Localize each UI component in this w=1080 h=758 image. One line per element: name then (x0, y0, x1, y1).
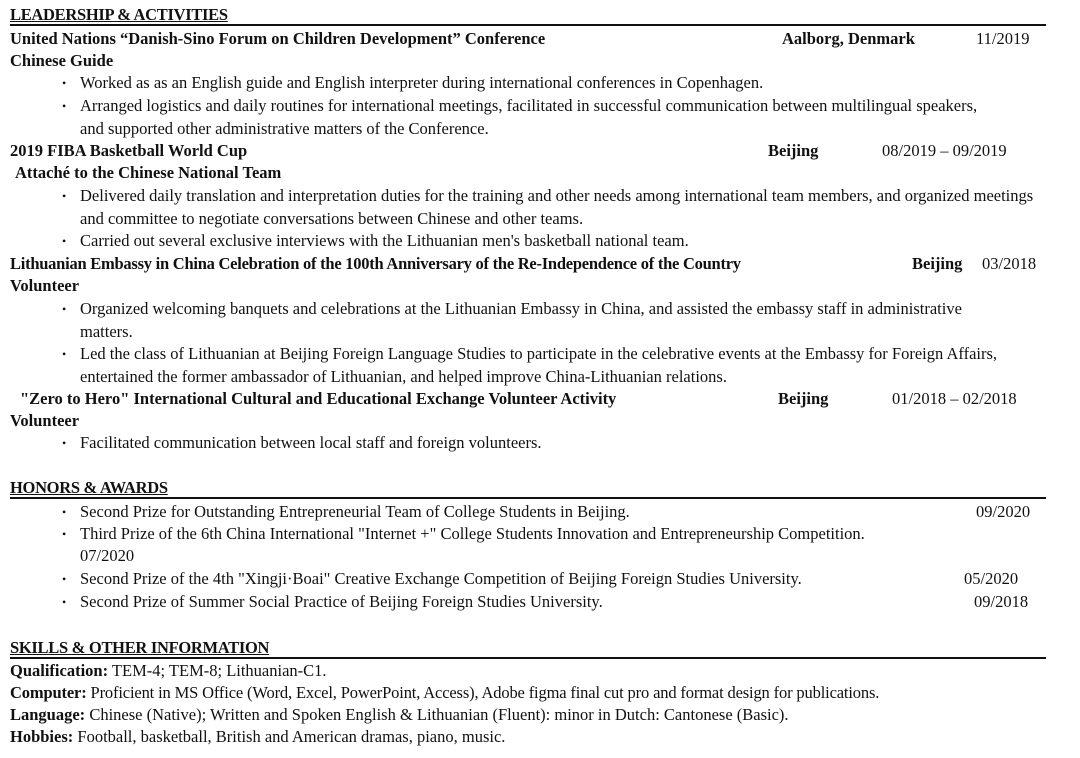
honors-section (10, 479, 1046, 619)
skills-heading: SKILLS & OTHER INFORMATION (10, 638, 270, 657)
bullet-icon: • (62, 189, 67, 203)
bullet-text: Worked as as an English guide and English interpreter during international conferences in Copenhagen. (80, 73, 764, 92)
honors-heading: HONORS & AWARDS (10, 478, 168, 497)
section-divider (10, 497, 1046, 499)
bullet-text: Organized welcoming banquets and celebrations at the Lithuanian Embassy in China, and assisted the embassy staff in administrative matters. (80, 299, 962, 341)
list-item (10, 591, 1046, 613)
bullet-icon: • (62, 595, 67, 609)
entry-org: United Nations “Danish-Sino Forum on Children Development” Conference (10, 29, 546, 48)
entry-role: Attaché to the Chinese National Team (15, 163, 282, 182)
list-item (10, 568, 1046, 590)
entry-location: Beijing (912, 254, 963, 273)
skill-label: Qualification: (10, 661, 109, 680)
entry-role: Volunteer (10, 276, 80, 295)
skill-label: Hobbies: (10, 727, 74, 746)
list-item (10, 95, 1046, 141)
bullet-text: Led the class of Lithuanian at Beijing Foreign Language Studies to participate in the celebrative events at the Embassy for Foreign Affairs, entertained the former ambassador of Lithuanian, and helped improve China-Lithuanian relations. (80, 344, 998, 386)
entry-location: Aalborg, Denmark (782, 29, 915, 48)
award-text: Second Prize for Outstanding Entrepreneurial Team of College Students in Beijing. (80, 502, 630, 521)
bullet-icon: • (62, 527, 67, 541)
bullet-icon: • (62, 436, 67, 450)
bullet-text: Facilitated communication between local staff and foreign volunteers. (80, 433, 542, 452)
entry-location: Beijing (778, 389, 829, 408)
list-item (10, 523, 1046, 569)
skills-section (10, 639, 1074, 751)
leadership-section (10, 5, 1046, 452)
entry-date: 03/2018 (982, 254, 1037, 273)
skill-row-hobbies (10, 726, 1074, 748)
entry-header (10, 28, 1046, 50)
skill-value: TEM-4; TEM-8; Lithuanian-C1. (108, 661, 327, 680)
entry-header (10, 140, 1046, 162)
entry-location: Beijing (768, 141, 819, 160)
skill-row-computer (10, 682, 1074, 704)
entry-org: 2019 FIBA Basketball World Cup (10, 141, 248, 160)
award-text: Second Prize of the 4th "Xingji·Boai" Creative Exchange Competition of Beijing Foreign Studies University. (80, 569, 802, 588)
list-item (10, 432, 1046, 454)
list-item (10, 298, 1046, 344)
skill-label: Computer: (10, 683, 87, 702)
award-date: 05/2020 (964, 569, 1019, 588)
bullet-icon: • (62, 76, 67, 90)
bullet-text: Delivered daily translation and interpretation duties for the training and other needs among international team members, and organized meetings and committee to negotiate conversations between Chinese and other teams. (80, 186, 1034, 228)
entry-org: Lithuanian Embassy in China Celebration of the 100th Anniversary of the Re-Independence of the Country (10, 254, 741, 273)
award-text: Third Prize of the 6th China International "Internet +" College Students Innovation and Entrepreneurship Competition. (80, 524, 865, 543)
bullet-icon: • (62, 234, 67, 248)
list-item (10, 72, 1046, 94)
bullet-icon: • (62, 572, 67, 586)
entry-date: 01/2018 – 02/2018 (892, 389, 1017, 408)
skill-value: Chinese (Native); Written and Spoken English & Lithuanian (Fluent): minor in Dutch: Cantonese (Basic). (85, 705, 789, 724)
leadership-heading: LEADERSHIP & ACTIVITIES (10, 5, 228, 24)
entry-date: 11/2019 (976, 29, 1030, 48)
section-divider (10, 657, 1046, 659)
award-date: 07/2020 (80, 546, 135, 565)
bullet-icon: • (62, 302, 67, 316)
entry-role: Volunteer (10, 411, 80, 430)
skill-row-qualification (10, 660, 1074, 682)
list-item (10, 501, 1046, 523)
award-date: 09/2018 (974, 592, 1029, 611)
bullet-text: Carried out several exclusive interviews with the Lithuanian men's basketball national team. (80, 231, 689, 250)
bullet-icon: • (62, 505, 67, 519)
section-divider (10, 24, 1046, 26)
entry-header (10, 253, 1046, 275)
entry-date: 08/2019 – 09/2019 (882, 141, 1007, 160)
bullet-icon: • (62, 347, 67, 361)
entry-header (10, 388, 1046, 410)
list-item (10, 230, 1046, 252)
bullet-icon: • (62, 99, 67, 113)
skill-row-language (10, 704, 1074, 726)
skill-value: Proficient in MS Office (Word, Excel, PowerPoint, Access), Adobe figma final cut pro and format design for publications. (86, 683, 880, 702)
award-text: Second Prize of Summer Social Practice of Beijing Foreign Studies University. (80, 592, 603, 611)
list-item (10, 343, 1046, 389)
bullet-text: Arranged logistics and daily routines for international meetings, facilitated in successful communication between multilingual speakers, and supported other administrative matters of the Conference. (80, 96, 978, 138)
entry-org: "Zero to Hero" International Cultural and Educational Exchange Volunteer Activity (20, 389, 617, 408)
award-date: 09/2020 (976, 502, 1031, 521)
skill-label: Language: (10, 705, 86, 724)
entry-role: Chinese Guide (10, 51, 114, 70)
skill-value: Football, basketball, British and American dramas, piano, music. (73, 727, 506, 746)
list-item (10, 185, 1046, 231)
